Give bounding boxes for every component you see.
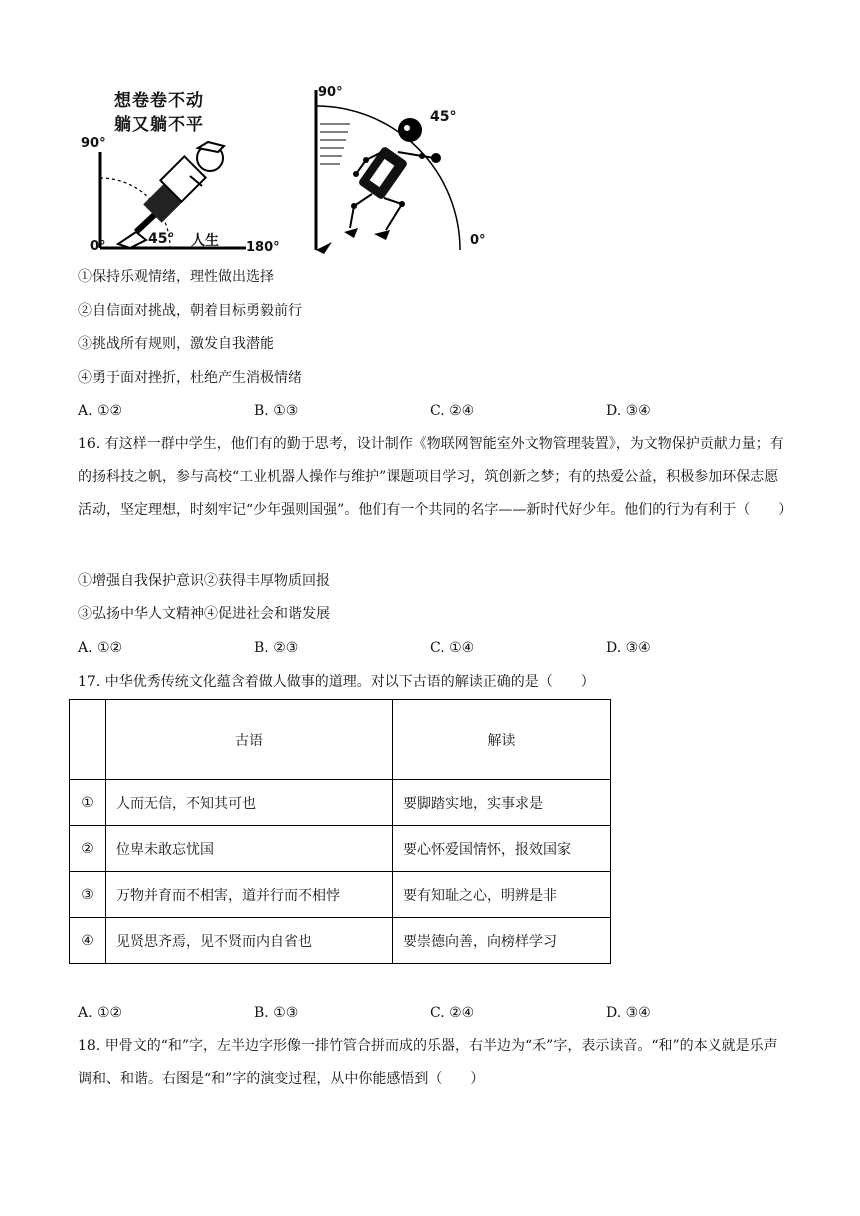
q15-option-b[interactable]: B. ①③ <box>254 403 299 419</box>
label-0-degree: 0° <box>90 239 106 254</box>
cartoon-caption-line2: 躺又躺不平 <box>114 115 204 135</box>
table-row <box>70 872 611 918</box>
q15-option-c[interactable]: C. ②④ <box>430 403 475 419</box>
q17-table <box>69 699 611 964</box>
q18-stem: 18. 甲骨文的“和”字，左半边字形像一排竹管合拼而成的乐器，右半边为“禾”字，表示读音。“和”的本义就是乐声调和、和谐。右图是“和”字的演变过程，从中你能感悟到（ ） <box>78 1038 778 1087</box>
table-row <box>70 826 611 872</box>
cartoon-running-figure <box>310 82 495 257</box>
q15-statement-4: ④勇于面对挫折，杜绝产生消极情绪 <box>78 370 302 386</box>
table-header-index <box>70 700 106 780</box>
q15-option-d[interactable]: D. ③④ <box>606 403 651 419</box>
cartoon-lying-figure <box>78 82 293 262</box>
table-row <box>70 918 611 964</box>
row-saying: 人而无信，不知其可也 <box>106 780 393 826</box>
label-45-degree-2: 45° <box>430 109 457 125</box>
q17-option-a[interactable]: A. ①② <box>78 1005 123 1021</box>
q16-option-d[interactable]: D. ③④ <box>606 640 651 656</box>
q15-statement-3: ③挑战所有规则，激发自我潜能 <box>78 336 274 352</box>
row-index: ② <box>70 826 106 872</box>
label-180-degree: 180° <box>246 240 280 255</box>
q17-stem: 17. 中华优秀传统文化蕴含着做人做事的道理。对以下古语的解读正确的是（ ） <box>78 674 595 690</box>
row-interpretation: 要有知耻之心，明辨是非 <box>393 872 611 918</box>
row-interpretation: 要脚踏实地，实事求是 <box>393 780 611 826</box>
cartoon-caption-line1: 想卷卷不动 <box>114 91 204 111</box>
running-figure-drawing <box>310 82 495 257</box>
label-90-degree: 90° <box>81 136 106 151</box>
label-90-degree-2: 90° <box>318 85 343 100</box>
q15-statement-1: ①保持乐观情绪，理性做出选择 <box>78 269 274 285</box>
table-header-interpretation: 解读 <box>393 700 611 780</box>
table-row <box>70 780 611 826</box>
table-header-row <box>70 700 611 780</box>
label-life: 人生 <box>191 233 219 249</box>
q16-statement-1: ①增强自我保护意识②获得丰厚物质回报 <box>78 573 330 589</box>
row-saying: 位卑未敢忘忧国 <box>106 826 393 872</box>
table-header-ancient-saying: 古语 <box>106 700 393 780</box>
q16-option-b[interactable]: B. ②③ <box>254 640 299 656</box>
q16-option-c[interactable]: C. ①④ <box>430 640 475 656</box>
row-interpretation: 要心怀爱国情怀，报效国家 <box>393 826 611 872</box>
q15-statement-2: ②自信面对挑战，朝着目标勇毅前行 <box>78 303 302 319</box>
q15-option-a[interactable]: A. ①② <box>78 403 123 419</box>
label-45-degree: 45° <box>148 231 175 247</box>
q16-option-a[interactable]: A. ①② <box>78 640 123 656</box>
row-index: ④ <box>70 918 106 964</box>
q16-statement-2: ③弘扬中华人文精神④促进社会和谐发展 <box>78 606 330 622</box>
q16-stem: 16. 有这样一群中学生，他们有的勤于思考，设计制作《物联网智能室外文物管理装置》，为文物保护贡献力量；有的扬科技之帆，参与高校“工业机器人操作与维护”课题项目学习，筑创新之梦；有的热爱公益，积极参加环保志愿活动，坚定理想，时刻牢记“少年强则国强”。他们有一个共同的名字——新时代好少年。他们的行为有利于（ ） <box>78 436 793 518</box>
lying-figure-drawing <box>78 82 293 262</box>
row-index: ① <box>70 780 106 826</box>
row-saying: 万物并育而不相害，道并行而不相悖 <box>106 872 393 918</box>
label-0-degree-2: 0° <box>470 233 486 248</box>
row-interpretation: 要崇德向善，向榜样学习 <box>393 918 611 964</box>
q17-option-c[interactable]: C. ②④ <box>430 1005 475 1021</box>
row-saying: 见贤思齐焉，见不贤而内自省也 <box>106 918 393 964</box>
row-index: ③ <box>70 872 106 918</box>
q17-option-b[interactable]: B. ①③ <box>254 1005 299 1021</box>
q17-option-d[interactable]: D. ③④ <box>606 1005 651 1021</box>
